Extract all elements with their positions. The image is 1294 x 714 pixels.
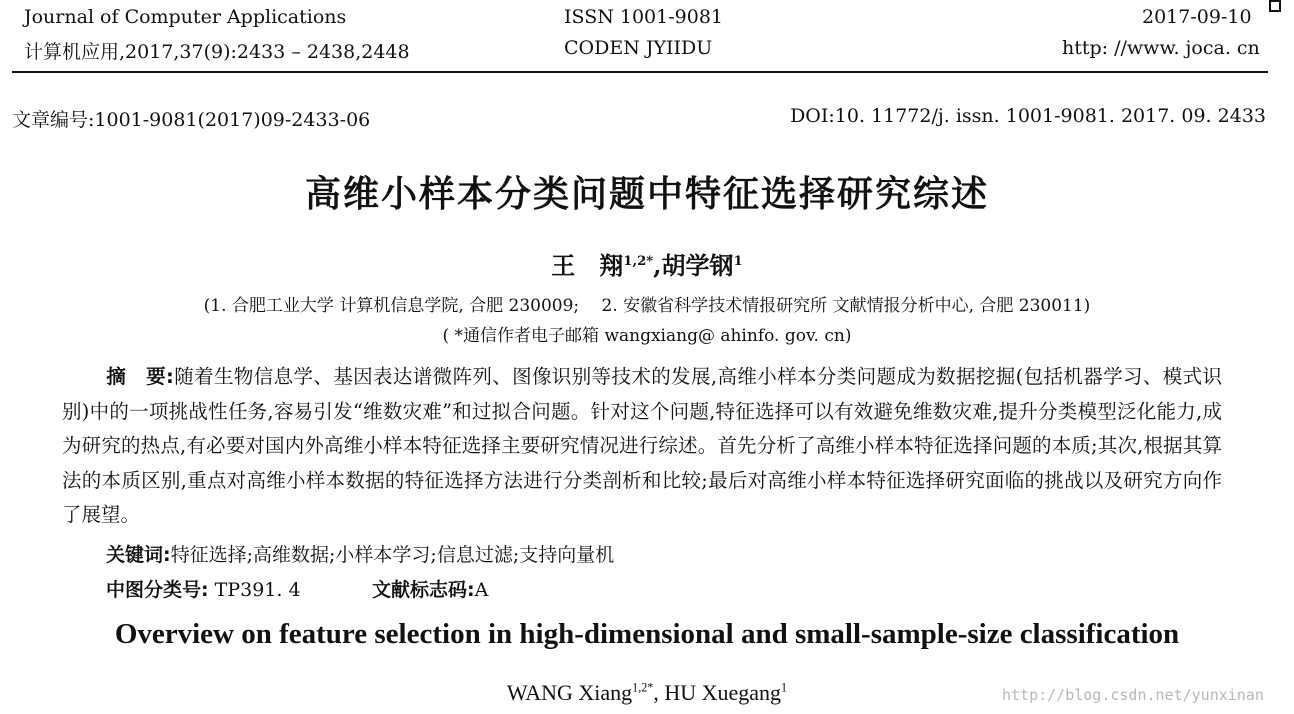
abstract (62, 360, 1222, 533)
document-code (372, 575, 488, 602)
publication-date: 2017-09-10 (1142, 6, 1252, 28)
doi: DOI:10. 11772/j. issn. 1001-9081. 2017. 09. 2433 (790, 105, 1266, 127)
document-code-label: 文献标志码: (372, 579, 475, 601)
corresponding-author: ( *通信作者电子邮箱 wangxiang@ ahinfo. gov. cn) (442, 326, 852, 346)
author-2-affil-en: 1 (781, 680, 788, 695)
abstract-text: 随着生物信息学、基因表达谱微阵列、图像识别等技术的发展,高维小样本分类问题成为数据挖掘(包括机器学习、模式识别)中的一项挑战性任务,容易引发“维数灾难”和过拟合问题。针对这个问题,特征选择可以有效避免维数灾难,提升分类模型泛化能力,成为研究的热点,有必要对国内外高维小样本特征选择主要研究情况进行综述。首先分析了高维小样本特征选择问题的本质;其次,根据其算法的本质区别,重点对高维小样本数据的特征选择方法进行分类剖析和比较;最后对高维小样本特征选择研究面临的挑战以及研究方向作了展望。 (62, 365, 1222, 526)
journal-url: http: //www. joca. cn (1062, 37, 1260, 59)
clc-value: TP391. 4 (208, 579, 301, 601)
keywords (106, 540, 614, 567)
corner-mark-icon (1269, 0, 1281, 12)
affiliation: (1. 合肥工业大学 计算机信息学院, 合肥 230009; 2. 安徽省科学技术情报研究所 文献情报分析中心, 合肥 230011) (203, 296, 1091, 316)
author-1-affil-cn: 1,2* (623, 254, 654, 269)
author-separator-en: , (653, 680, 665, 705)
issn: ISSN 1001-9081 (564, 6, 723, 28)
author-separator-cn: , (653, 251, 662, 280)
author-1-affil-en: 1,2* (632, 680, 654, 695)
author-1-cn: 王 翔 (551, 251, 624, 280)
clc-label: 中图分类号: (106, 579, 209, 601)
clc-number (106, 575, 301, 602)
document-code-value: A (474, 579, 489, 601)
author-2-en: HU Xuegang (664, 680, 782, 705)
keywords-text: 特征选择;高维数据;小样本学习;信息过滤;支持向量机 (170, 544, 615, 566)
keywords-label: 关键词: (106, 544, 171, 566)
title-cn: 高维小样本分类问题中特征选择研究综述 (304, 174, 989, 215)
journal-name: Journal of Computer Applications (24, 6, 347, 28)
coden: CODEN JYIIDU (564, 37, 713, 59)
authors-cn (0, 246, 1294, 281)
author-2-affil-cn: 1 (733, 254, 743, 269)
watermark: http://blog.csdn.net/yunxinan (1002, 686, 1264, 704)
article-number: 文章编号:1001-9081(2017)09-2433-06 (12, 109, 371, 131)
author-2-cn: 胡学钢 (661, 251, 734, 280)
citation: 计算机应用,2017,37(9):2433 – 2438,2448 (24, 41, 410, 63)
author-1-en: WANG Xiang (506, 680, 633, 705)
abstract-label: 摘 要: (106, 365, 174, 388)
title-en: Overview on feature selection in high-dimensional and small-sample-size classification (114, 618, 1180, 650)
header-rule (12, 71, 1268, 73)
